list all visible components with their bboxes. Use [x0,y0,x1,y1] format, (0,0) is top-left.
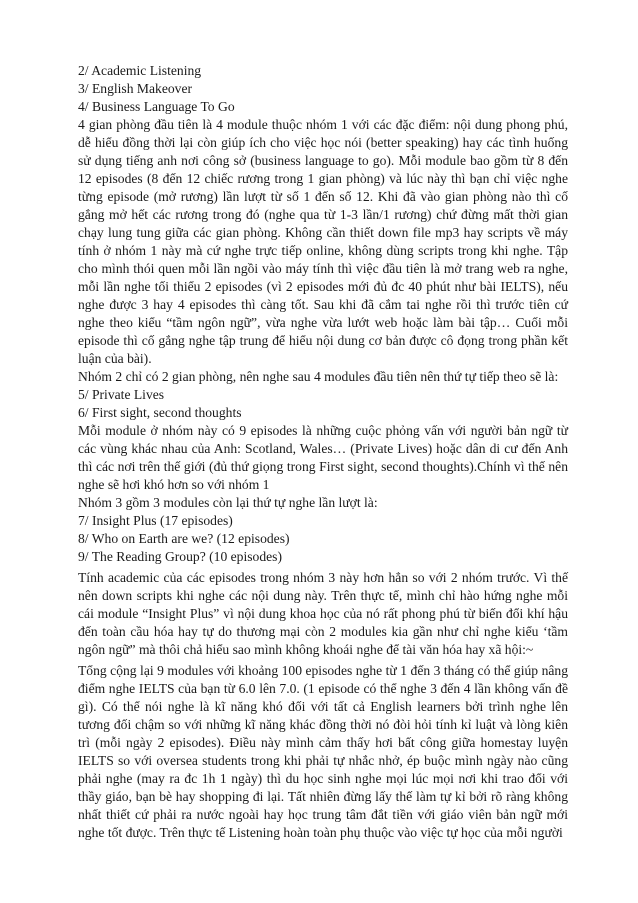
paragraph-group1: 4 gian phòng đầu tiên là 4 module thuộc nhóm 1 với các đặc điểm: nội dung phong phú, dễ hiểu đồng thời lại còn giúp ích cho việc học nói (better speaking) hay các tình huống sử dụng tiếng anh nơi công sở (business language to go). Mỗi module bao gồm từ 8 đến 12 episodes (8 đến 12 chiếc rương trong 1 gian phòng) và lúc này thì bạn chỉ việc nghe từng episode (mở rương) lần lượt từ số 1 đến số 12. Khi đã vào gian phòng nào thì cố gắng mở hết các rương trong đó (nghe qua từ 1-3 lần/1 rương) chứ đừng mất thời gian chạy lung tung giữa các gian phòng. Không cần thiết down file mp3 hay scripts về máy tính ở nhóm 1 này mà cứ nghe trực tiếp online, không dùng scripts trong khi nghe. Tập cho mình thói quen mỗi lần ngồi vào máy tính thì việc đầu tiên là mở trang web ra nghe, mỗi lần nghe tối thiểu 2 episodes (vì 2 episodes mới đủ đc 40 phút như bài IELTS), nếu nghe được 3 hay 4 episodes thì càng tốt. Sau khi đã cắm tai nghe rồi thì trước tiên cứ nghe theo kiểu “tầm ngôn ngữ”, vừa nghe vừa lướt web hoặc làm bài tập… Cuối mỗi episode thì cố gắng nghe tập trung để hiểu nội dung cơ bản được cô đọng trong phần kết luận của bài). [78,117,568,366]
list-item-first-sight: 6/ First sight, second thoughts [78,405,242,420]
list-item-business-language: 4/ Business Language To Go [78,99,235,114]
document-page [78,62,568,842]
list-item-reading-group: 9/ The Reading Group? (10 episodes) [78,549,282,564]
paragraph-group3: Tính academic của các episodes trong nhóm 3 này hơn hẳn so với 2 nhóm trước. Vì thế nên down scripts khi nghe các nội dung này. Trên thực tế, mình chỉ hào hứng nghe mỗi cái module “Insight Plus” vì nội dung khoa học của nó rất phong phú từ biến đổi khí hậu đến toàn cầu hóa hay tự do thương mại còn 2 modules kia gần như chỉ nghe kiểu ‘tầm ngôn ngữ” mà thôi chả hiểu sao mình không khoái nghe để tài văn hóa hay xã hội:~ [78,570,568,657]
list-item-academic-listening: 2/ Academic Listening [78,63,202,78]
group2-heading: Nhóm 2 chỉ có 2 gian phòng, nên nghe sau 4 modules đầu tiên nên thứ tự tiếp theo sẽ là: [78,369,559,384]
paragraph-group2: Mỗi module ở nhóm này có 9 episodes là những cuộc phỏng vấn với người bản ngữ từ các vùng khác nhau của Anh: Scotland, Wales… (Private Lives) hoặc dân di cư đến Anh thì các nơi trên thế giới (đủ thứ giọng trong First sight, second thoughts).Chính vì thế nên nghe sẽ hơi khó hơn so với nhóm 1 [78,423,568,492]
list-item-english-makeover: 3/ English Makeover [78,81,193,96]
paragraph-summary: Tổng cộng lại 9 modules với khoảng 100 episodes nghe từ 1 đến 3 tháng có thể giúp nâng điểm nghe IELTS của bạn từ 6.0 lên 7.0. (1 episode có thể nghe 3 đến 4 lần không vấn đề gì). Có thể nói nghe là kĩ năng khó đối với tất cả English learners bởi trình nghe lên tương đối chậm so với những kĩ năng khác đồng thời nó đòi hỏi tính kỉ luật và lòng kiên trì (mỗi ngày 2 episodes). Điều này mình cảm thấy hơi bất công giữa homestay luyện IELTS so với oversea students trong khi phải tự nhắc nhở, ép buộc mình ngày nào cũng phải nghe (may ra đc 1h 1 ngày) thì du học sinh nghe mọi lúc mọi nơi khi trao đổi với thầy giáo, bạn bè hay shopping đi lại. Tất nhiên đừng lấy thế làm tự kỉ bởi rõ ràng không nhất thiết cứ phải ra nước ngoài hay học trung tâm đắt tiền với giáo viên bản ngữ mới nghe tốt được. Trên thực tế Listening hoàn toàn phụ thuộc vào việc tự học của mỗi người [78,663,568,840]
list-item-who-on-earth: 8/ Who on Earth are we? (12 episodes) [78,531,290,546]
list-item-private-lives: 5/ Private Lives [78,387,165,402]
group3-heading: Nhóm 3 gồm 3 modules còn lại thứ tự nghe lần lượt là: [78,495,378,510]
list-item-insight-plus: 7/ Insight Plus (17 episodes) [78,513,233,528]
